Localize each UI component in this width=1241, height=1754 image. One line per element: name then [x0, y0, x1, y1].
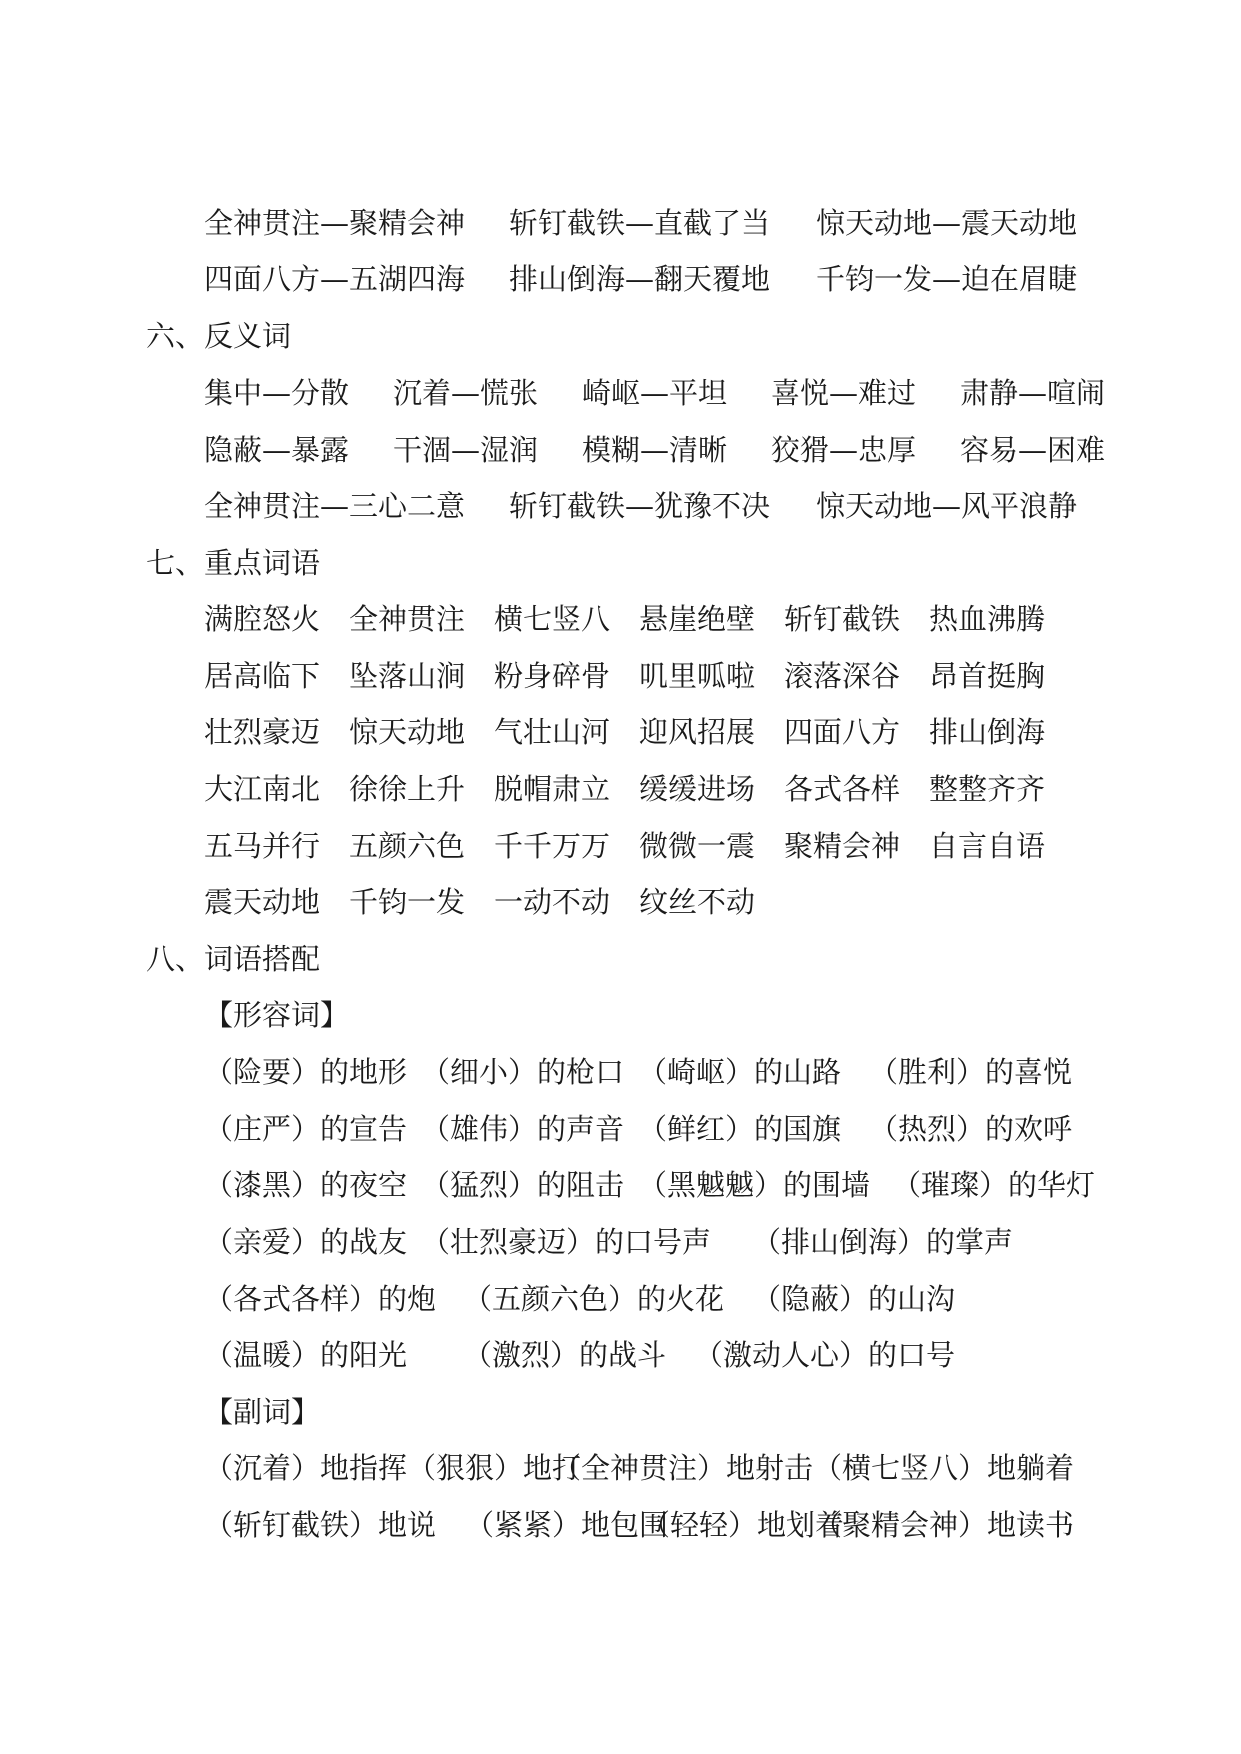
collocation-item: （亲爱）的战友 — [204, 1225, 408, 1259]
key-word: 五马并行 — [204, 829, 321, 863]
key-word: 满腔怒火 — [204, 602, 321, 636]
word-pair: 全神贯注—聚精会神 — [204, 206, 466, 240]
word-pair: 干涸—湿润 — [393, 433, 539, 467]
word-pair: 全神贯注—三心二意 — [204, 489, 466, 523]
adjective-label: 【形容词】 — [204, 998, 350, 1032]
key-word: 聚精会神 — [784, 829, 901, 863]
key-word: 大江南北 — [204, 772, 321, 806]
key-word: 各式各样 — [784, 772, 901, 806]
collocation-item: （温暖）的阳光 — [204, 1338, 408, 1372]
word-pair: 崎岖—平坦 — [582, 376, 728, 410]
key-word: 微微一震 — [639, 829, 756, 863]
collocation-item: （激动人心）的口号 — [694, 1338, 956, 1372]
word-pair: 惊天动地—风平浪静 — [816, 489, 1078, 523]
key-word: 四面八方 — [784, 715, 901, 749]
word-pair: 惊天动地—震天动地 — [816, 206, 1078, 240]
section-heading-collocation: 八、词语搭配 — [146, 942, 321, 976]
word-pair: 隐蔽—暴露 — [204, 433, 350, 467]
collocation-item: （五颜六色）的火花 — [463, 1282, 725, 1316]
word-pair: 排山倒海—翻天覆地 — [509, 262, 771, 296]
key-word: 脱帽肃立 — [494, 772, 611, 806]
collocation-item: （细小）的枪口 — [421, 1055, 625, 1089]
word-pair: 喜悦—难过 — [771, 376, 917, 410]
collocation-item: （险要）的地形 — [204, 1055, 408, 1089]
collocation-item: （黑魆魆）的围墙 — [638, 1168, 871, 1202]
key-word: 气壮山河 — [494, 715, 611, 749]
adverb-label: 【副词】 — [204, 1395, 321, 1429]
collocation-item: （轻轻）地划着 — [641, 1508, 845, 1542]
key-word: 震天动地 — [204, 885, 321, 919]
collocation-item: （聚精会神）地读书 — [813, 1508, 1075, 1542]
key-word: 滚落深谷 — [784, 659, 901, 693]
collocation-item: （热烈）的欢呼 — [869, 1112, 1073, 1146]
collocation-item: （排山倒海）的掌声 — [752, 1225, 1014, 1259]
collocation-item: （全神贯注）地射击 — [552, 1451, 814, 1485]
key-word: 热血沸腾 — [929, 602, 1046, 636]
key-word: 昂首挺胸 — [929, 659, 1046, 693]
collocation-item: （猛烈）的阻击 — [421, 1168, 625, 1202]
collocation-item: （璀璨）的华灯 — [892, 1168, 1096, 1202]
collocation-item: （崎岖）的山路 — [638, 1055, 842, 1089]
collocation-item: （各式各样）的炮 — [204, 1282, 437, 1316]
key-word: 惊天动地 — [349, 715, 466, 749]
word-pair: 容易—困难 — [960, 433, 1106, 467]
key-word: 悬崖绝壁 — [639, 602, 756, 636]
key-word: 叽里呱啦 — [639, 659, 756, 693]
word-pair: 集中—分散 — [204, 376, 350, 410]
key-word: 纹丝不动 — [639, 885, 756, 919]
word-pair: 狡猾—忠厚 — [771, 433, 917, 467]
key-word: 一动不动 — [494, 885, 611, 919]
collocation-item: （激烈）的战斗 — [463, 1338, 667, 1372]
collocation-item: （胜利）的喜悦 — [869, 1055, 1073, 1089]
key-word: 壮烈豪迈 — [204, 715, 321, 749]
key-word: 迎风招展 — [639, 715, 756, 749]
key-word: 千千万万 — [494, 829, 611, 863]
key-word: 横七竖八 — [494, 602, 611, 636]
word-pair: 斩钉截铁—犹豫不决 — [509, 489, 771, 523]
collocation-item: （横七竖八）地躺着 — [813, 1451, 1075, 1485]
collocation-item: （壮烈豪迈）的口号声 — [421, 1225, 712, 1259]
collocation-item: （漆黑）的夜空 — [204, 1168, 408, 1202]
key-word: 整整齐齐 — [929, 772, 1046, 806]
key-word: 自言自语 — [929, 829, 1046, 863]
collocation-item: （斩钉截铁）地说 — [204, 1508, 437, 1542]
word-pair: 斩钉截铁—直截了当 — [509, 206, 771, 240]
key-word: 千钧一发 — [349, 885, 466, 919]
collocation-item: （庄严）的宣告 — [204, 1112, 408, 1146]
key-word: 五颜六色 — [349, 829, 466, 863]
section-heading-antonyms: 六、反义词 — [146, 319, 292, 353]
key-word: 全神贯注 — [349, 602, 466, 636]
word-pair: 模糊—清晰 — [582, 433, 728, 467]
collocation-item: （隐蔽）的山沟 — [752, 1282, 956, 1316]
collocation-item: （狠狠）地打 — [407, 1451, 582, 1485]
section-heading-key-words: 七、重点词语 — [146, 546, 321, 580]
collocation-item: （紧紧）地包围 — [465, 1508, 669, 1542]
key-word: 缓缓进场 — [639, 772, 756, 806]
key-word: 排山倒海 — [929, 715, 1046, 749]
key-word: 居高临下 — [204, 659, 321, 693]
key-word: 徐徐上升 — [349, 772, 466, 806]
key-word: 坠落山涧 — [349, 659, 466, 693]
key-word: 粉身碎骨 — [494, 659, 611, 693]
word-pair: 千钧一发—迫在眉睫 — [816, 262, 1078, 296]
word-pair: 肃静—喧闹 — [960, 376, 1106, 410]
collocation-item: （沉着）地指挥 — [204, 1451, 408, 1485]
collocation-item: （雄伟）的声音 — [421, 1112, 625, 1146]
word-pair: 沉着—慌张 — [393, 376, 539, 410]
word-pair: 四面八方—五湖四海 — [204, 262, 466, 296]
collocation-item: （鲜红）的国旗 — [638, 1112, 842, 1146]
key-word: 斩钉截铁 — [784, 602, 901, 636]
